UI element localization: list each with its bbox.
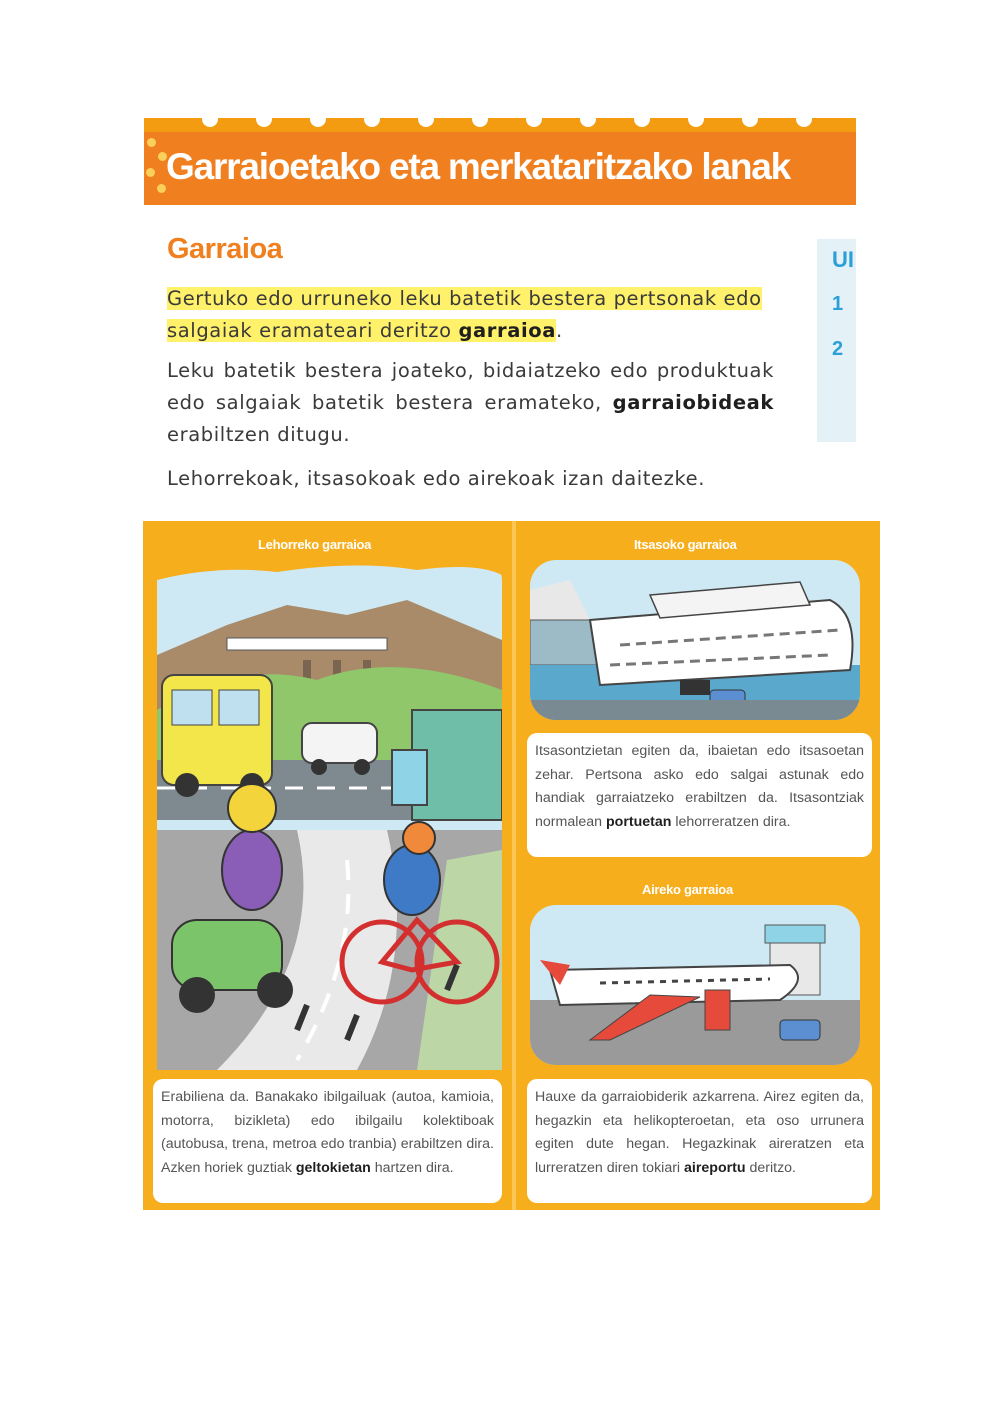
sea-text: Itsasontzietan egiten da, ibaietan edo itsasoetan zehar. Pertsona asko edo salgai astunak edo handiak garraiatzeko erabiltzen da. Itsasontziak normalean — [535, 743, 864, 830]
definition-text: Gertuko edo urruneko leku batetik bestera pertsonak edo salgaiak eramateari deritzo — [167, 287, 762, 342]
sea-title: Itsasoko garraioa — [634, 537, 737, 552]
intro-text: Leku batetik bestera joateko, bidaiatzeko edo produktuak edo salgaiak batetik bestera eramateko, — [167, 359, 774, 414]
land-end: hartzen dira. — [370, 1159, 454, 1176]
types-paragraph: Lehorrekoak, itsasokoak edo airekoak izan daitezke. — [167, 467, 706, 490]
land-title: Lehorreko garraioa — [258, 537, 372, 552]
definition-end: . — [556, 319, 563, 342]
intro-paragraph — [167, 355, 774, 451]
definition-term: garraioa — [458, 319, 557, 342]
sea-term: portuetan — [605, 813, 672, 830]
intro-term: garraiobideak — [612, 391, 774, 414]
page-title: Garraioetako eta merkataritzako lanak — [166, 146, 790, 187]
air-text: Hauxe da garraiobiderik azkarrena. Airez egiten da, hegazkin eta helikopteroetan, eta oso urrunera egiten dute hegan. Hegazkinak aireratzen eta lurreratzen diren tokiari — [535, 1089, 864, 1176]
side-panel-item: 2 — [832, 338, 844, 360]
intro-end: erabiltzen ditugu. — [167, 423, 351, 446]
definition-paragraph — [167, 283, 774, 347]
side-panel-head — [816, 239, 856, 279]
air-transport-illustration — [530, 905, 860, 1065]
air-term: aireportu — [684, 1159, 746, 1176]
sea-description — [527, 733, 872, 857]
title-banner — [144, 118, 856, 205]
sea-end: lehorreratzen dira. — [671, 813, 791, 830]
panel-divider — [512, 521, 516, 1210]
land-text: Erabiliena da. Banakako ibilgailuak (autoa, kamioia, motorra, bizikleta) edo ibilgailu kolektiboak (autobusa, trena, metroa edo tranbia) erabiltzen dira. Azken horiek guztiak — [161, 1089, 494, 1176]
land-transport-illustration — [157, 560, 502, 1070]
section-title: Garraioa — [167, 233, 283, 265]
side-panel-head-text: UI — [832, 247, 854, 272]
air-description — [527, 1079, 872, 1203]
land-description — [153, 1079, 502, 1203]
side-panel-item: 1 — [832, 293, 844, 315]
sea-transport-illustration — [530, 560, 860, 720]
air-end: deritzo. — [745, 1159, 796, 1176]
land-term: geltokietan — [295, 1159, 371, 1176]
air-title: Aireko garraioa — [642, 882, 733, 897]
